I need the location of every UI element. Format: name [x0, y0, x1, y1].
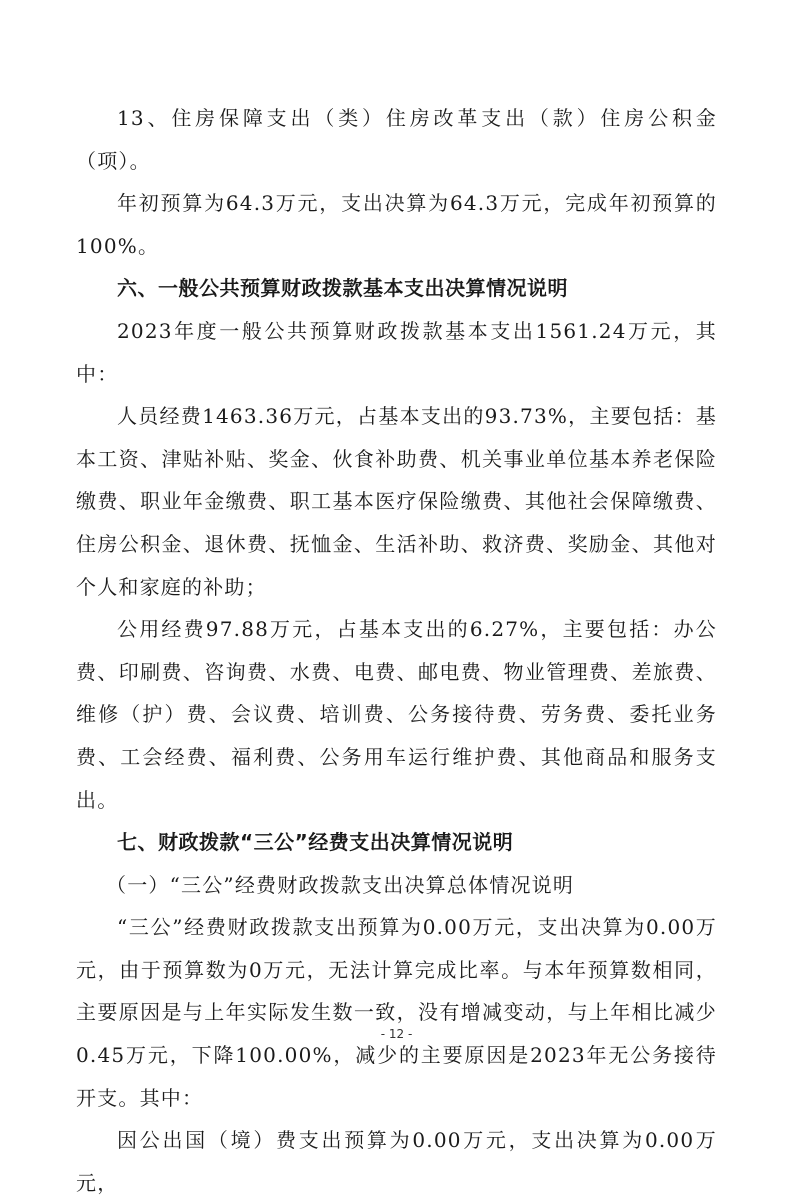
paragraph-three-public-overall: “三公”经费财政拨款支出预算为0.00万元，支出决算为0.00万元，由于预算数为0万元，无法计算完成比率。与本年预算数相同，主要原因是与上年实际发生数一致，没有增减变动，与上年相比减少0.45万元，下降100.00%，减少的主要原因是2023年无公务接待开支。其中： [76, 915, 717, 1110]
paragraph-overseas-travel: 因公出国（境）费支出预算为0.00万元，支出决算为0.00万元， [76, 1128, 717, 1195]
section-heading-seven: 七、财政拨款“三公”经费支出决算情况说明 [117, 830, 514, 855]
section-heading-six: 六、一般公共预算财政拨款基本支出决算情况说明 [117, 276, 568, 301]
paragraph-public-expenses: 公用经费97.88万元，占基本支出的6.27%，主要包括：办公费、印刷费、咨询费、水费、电费、邮电费、物业管理费、差旅费、维修（护）费、会议费、培训费、公务接待费、劳务费、委托业务费、工会经费、福利费、公务用车运行维护费、其他商品和服务支出。 [76, 617, 717, 812]
page-number: - 12 - [380, 1027, 413, 1041]
subsection-heading-one: （一）“三公”经费财政拨款支出决算总体情况说明 [106, 872, 575, 897]
paragraph-housing-item: 13、住房保障支出（类）住房改革支出（款）住房公积金（项）。 [76, 106, 717, 173]
paragraph-basic-expenditure-total: 2023年度一般公共预算财政拨款基本支出1561.24万元，其中： [76, 318, 717, 386]
paragraph-housing-budget: 年初预算为64.3万元，支出决算为64.3万元，完成年初预算的100%。 [76, 191, 717, 258]
paragraph-personnel-expenses: 人员经费1463.36万元，占基本支出的93.73%，主要包括：基本工资、津贴补贴、奖金、伙食补助费、机关事业单位基本养老保险缴费、职业年金缴费、职工基本医疗保险缴费、其他社会保障缴费、住房公积金、退休费、抚恤金、生活补助、救济费、奖励金、其他对个人和家庭的补助； [76, 404, 717, 599]
